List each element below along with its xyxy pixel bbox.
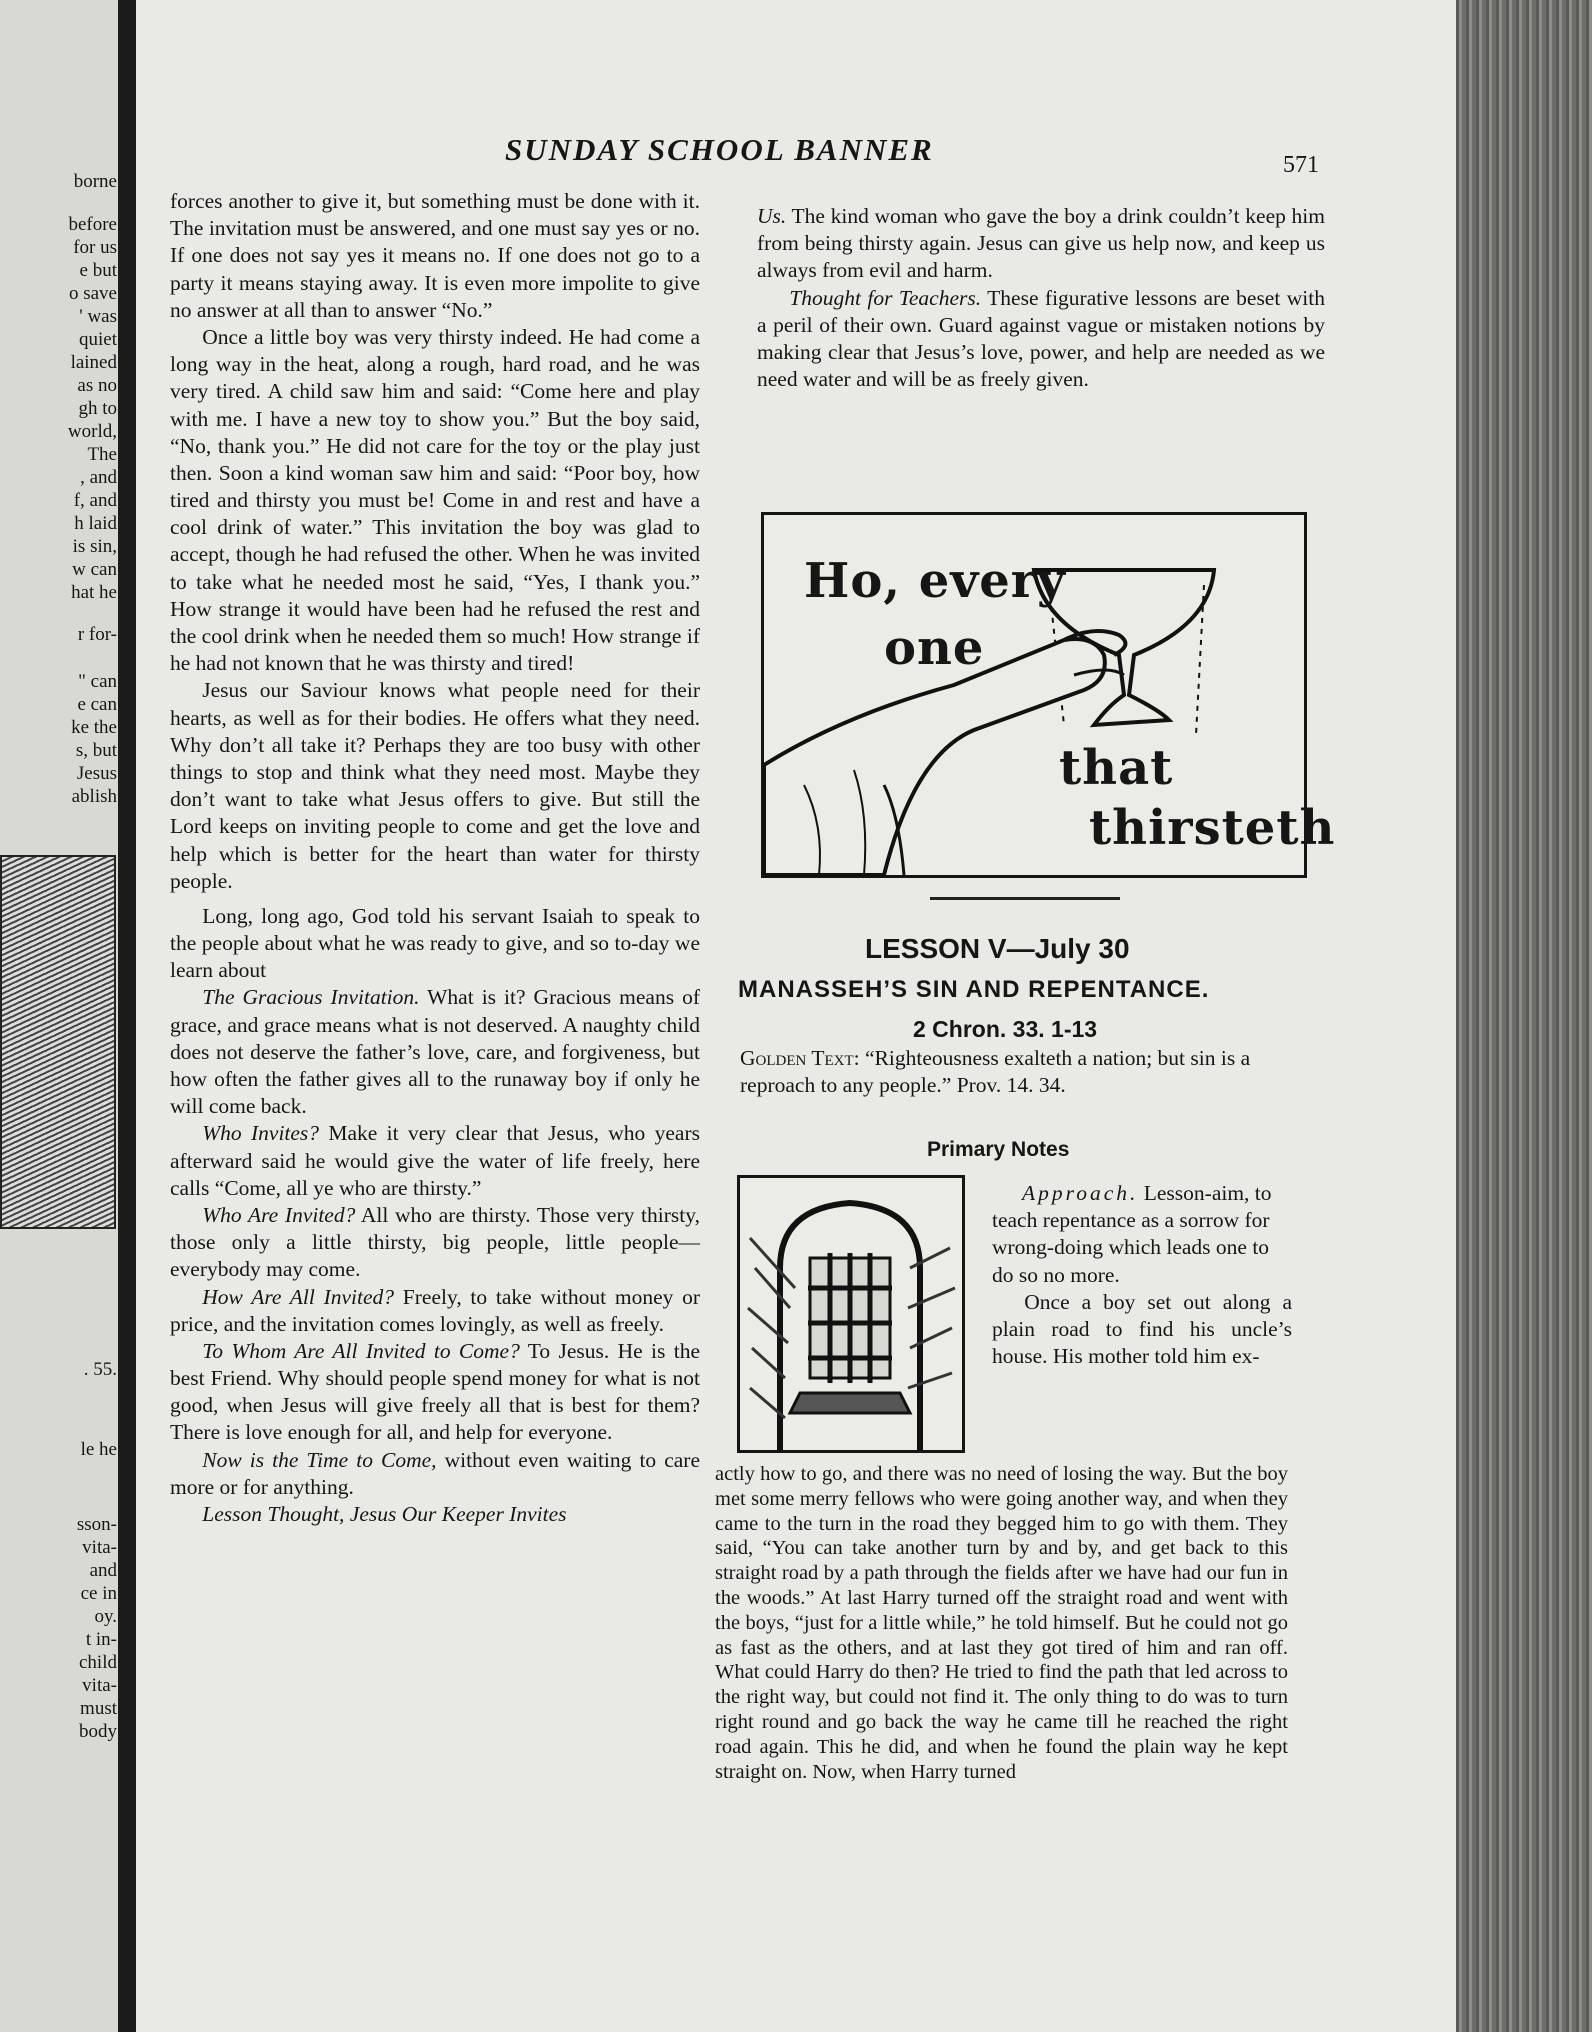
primary-notes-heading: Primary Notes (927, 1138, 1070, 1161)
barred-window-drawing (740, 1178, 962, 1450)
facing-page-text-fragment: lained (70, 352, 117, 373)
facing-page-text-fragment: before (68, 214, 117, 235)
paragraph (170, 1284, 700, 1338)
paragraph: Jesus our Saviour knows what people need for their hearts, as well as for their bodies. He offers what they need. Why don’t all take it? Perhaps they are too busy with other things to stop and think what they need most. Maybe they don’t want to take what Jesus offers to give. But still the Lord keeps on inviting people to come and get the love and help which is better for the heart than water for thirsty people. (170, 678, 700, 893)
book-page-edges (1456, 0, 1592, 2032)
column-left (170, 188, 700, 1528)
illustration-caption-line: one (884, 620, 985, 676)
facing-page-margin (0, 0, 125, 2032)
lesson-title: LESSON V—July 30 (865, 933, 1130, 964)
facing-page-text-fragment: o save (68, 283, 117, 304)
facing-page-text-fragment: must (80, 1698, 117, 1719)
illustration-caption-line: Ho, every (804, 553, 1066, 609)
paragraph: forces another to give it, but something must be done with it. The invitation must be answered, and one must say yes or no. If one does not say yes it means no. If one does not go to a party it means staying away. It is even more impolite to give no answer at all than to answer “No.” (170, 189, 700, 322)
facing-page-text-fragment: body (79, 1721, 117, 1742)
facing-page-text-fragment: f, and (73, 490, 117, 511)
facing-page-text-fragment: t in- (85, 1629, 117, 1650)
paragraph (170, 1501, 700, 1528)
facing-page-text-fragment: sson- (76, 1514, 117, 1535)
paragraph: Long, long ago, God told his servant Isaiah to speak to the people about what he was ready to give, and so to-day we learn about (170, 903, 700, 983)
paragraph-text: Lesson-aim, to teach repentance as a sorrow for wrong-doing which leads one to do so no more. (992, 1181, 1272, 1287)
run-in-heading: Approach. (1022, 1181, 1139, 1205)
facing-page-text-fragment: ablish (71, 786, 117, 807)
paragraph (170, 1120, 700, 1202)
facing-page-text-fragment: vita- (82, 1537, 117, 1558)
facing-page-text-fragment: for us (73, 237, 117, 258)
scripture-reference: 2 Chron. 33. 1-13 (913, 1016, 1098, 1042)
paragraph (170, 984, 700, 1120)
facing-page-text-fragment: h laid (74, 513, 117, 534)
paragraph (757, 285, 1325, 394)
run-in-heading: Who Are Invited? (202, 1202, 356, 1227)
facing-page-text-fragment: quiet (79, 329, 117, 350)
facing-page-text-fragment: as no (77, 375, 117, 396)
facing-page-text-fragment: e but (79, 260, 117, 281)
golden-text-label: Golden Text: (740, 1046, 860, 1070)
paragraph-text: Freely, to take without money or price, and the invitation comes lovingly, as well as freely. (170, 1284, 701, 1336)
paragraph (170, 1338, 700, 1447)
section-divider (930, 897, 1120, 900)
facing-page-text-fragment: is sin, (72, 536, 117, 557)
illustration-caption-line: thirsteth (1089, 800, 1336, 856)
golden-text (740, 1045, 1295, 1099)
paragraph-text: To Jesus. He is the best Friend. Why should people spend money for what is not good, when Jesus will give freely all that is best for them? There is love enough for all, and help for everyone. (170, 1338, 700, 1445)
paragraph (757, 203, 1325, 285)
story-paragraph: actly how to go, and there was no need of losing the way. But the boy met some merry fellows who were going another way, and when they came to the turn in the road they begged him to go with them. They said, “You can take another turn by and by, and get back to this straight road by a path through the fields after we have had our fun in the woods.” At last Harry turned off the straight road and went with the boys, “just for a little while,” he told himself. But he could not go as fast as the others, and at last they got tired of him and ran off. What could Harry do then? He tried to find the path that led across to the right way, but could not find it. The only thing to do was to turn right round and go back the way he came till he reached the right road again. This he did, and when he found the plain way he kept straight on. Now, when Harry turned (715, 1463, 1288, 1783)
run-in-heading: Lesson Thought, Jesus Our Keeper Invites (202, 1502, 567, 1526)
golden-text-body: “Righteousness exalteth a nation; but sin is a reproach to any people.” Prov. 14. 34. (740, 1046, 1251, 1098)
facing-page-text-fragment: borne (73, 171, 117, 192)
facing-page-text-fragment: r for- (77, 624, 117, 645)
facing-page-text-fragment: ' was (79, 306, 117, 327)
facing-page-text-fragment: Jesus (76, 763, 117, 784)
paragraph (170, 1202, 700, 1284)
facing-page-text-fragment: hat he (71, 582, 117, 603)
running-header: SUNDAY SCHOOL BANNER (505, 132, 934, 167)
paragraph-text: What is it? Gracious means of grace, and grace means what is not deserved. A naughty child does not deserve the father’s love, care, and forgiveness, but how often the father gives all to the runaway boy if only he will come back. (170, 985, 700, 1119)
facing-page-text-fragment: le he (80, 1439, 117, 1460)
column-right-top (757, 203, 1325, 393)
facing-page-text-fragment: oy. (94, 1606, 117, 1627)
paragraph-text: All who are thirsty. Those very thirsty, those only a little thirsty, big people, little people—everybody may come. (170, 1202, 700, 1282)
facing-page-text-fragment: child (79, 1652, 117, 1673)
facing-page-text-fragment: w can (72, 559, 117, 580)
binding-gutter (118, 0, 136, 2032)
run-in-heading: Thought for Teachers. (789, 285, 982, 310)
page-number: 571 (1283, 152, 1319, 178)
facing-page-text-fragment: The (87, 444, 117, 465)
thirst-illustration (761, 512, 1336, 878)
run-in-heading: How Are All Invited? (202, 1284, 395, 1309)
facing-page-text-fragment: vita- (82, 1675, 117, 1696)
facing-page-text-fragment: ce in (80, 1583, 117, 1604)
run-in-heading: The Gracious Invitation. (202, 985, 420, 1010)
facing-page-text-fragment: , and (80, 467, 117, 488)
lesson-name: MANASSEH’S SIN AND REPENTANCE. (738, 976, 1210, 1003)
facing-page-text-fragment: and (89, 1560, 117, 1581)
paragraph-text: Make it very clear that Jesus, who years afterward said he would give the water of life freely, here calls “Come, all ye who are thirsty.” (170, 1121, 701, 1200)
run-in-heading: To Whom Are All Invited to Come? (202, 1338, 520, 1363)
run-in-heading: Now is the Time to Come, (202, 1447, 437, 1472)
facing-page-text-fragment: world, (67, 421, 117, 442)
facing-page-text-fragment: e can (77, 694, 117, 715)
illustration-caption-line: that (1059, 740, 1174, 796)
facing-page-illustration (0, 855, 116, 1229)
paragraph (170, 1447, 700, 1501)
paragraph-text: These figurative lessons are beset with a peril of their own. Guard against vague or mistaken notions by making clear that Jesus’s love, power, and help are needed as we need water and will be as freely given. (757, 285, 1325, 392)
approach-paragraph (992, 1180, 1292, 1370)
paragraph-text: The kind woman who gave the boy a drink couldn’t keep him from being thirsty again. Jesus can give us help now, and keep us always from evil and harm. (757, 204, 1325, 283)
facing-page-text-fragment: " can (78, 671, 117, 692)
run-in-heading: Who Invites? (202, 1121, 320, 1146)
facing-page-text-fragment: . 55. (83, 1359, 117, 1380)
paragraph: Once a little boy was very thirsty indeed. He had come a long way in the heat, along a rough, hard road, and he was very tired. A child saw him and said: “Come here and play with me. I have a new toy to show you.” But the boy said, “No, thank you.” He did not care for the toy or the play just then. Soon a kind woman saw him and said: “Poor boy, how tired and thirsty you must be! Come in and rest and have a cool drink of water.” This invitation the boy was glad to accept, though he had refused the other. When he was invited to take what he needed most he said, “Yes, I thank you.” How strange it would have been had he refused the rest and the cool drink when he needed them so much! How strange if he had not known that he was thirsty and tired! (170, 324, 700, 676)
facing-page-text-fragment: gh to (78, 398, 117, 419)
run-in-heading: Us. (757, 204, 787, 228)
window-illustration (737, 1175, 965, 1453)
paragraph-text: without even waiting to care more or for anything. (170, 1447, 700, 1499)
facing-page-text-fragment: s, but (75, 740, 117, 761)
paragraph: Once a boy set out along a plain road to find his uncle’s house. His mother told him ex- (992, 1289, 1292, 1369)
facing-page-text-fragment: ke the (71, 717, 117, 738)
paragraph (992, 1180, 1292, 1289)
